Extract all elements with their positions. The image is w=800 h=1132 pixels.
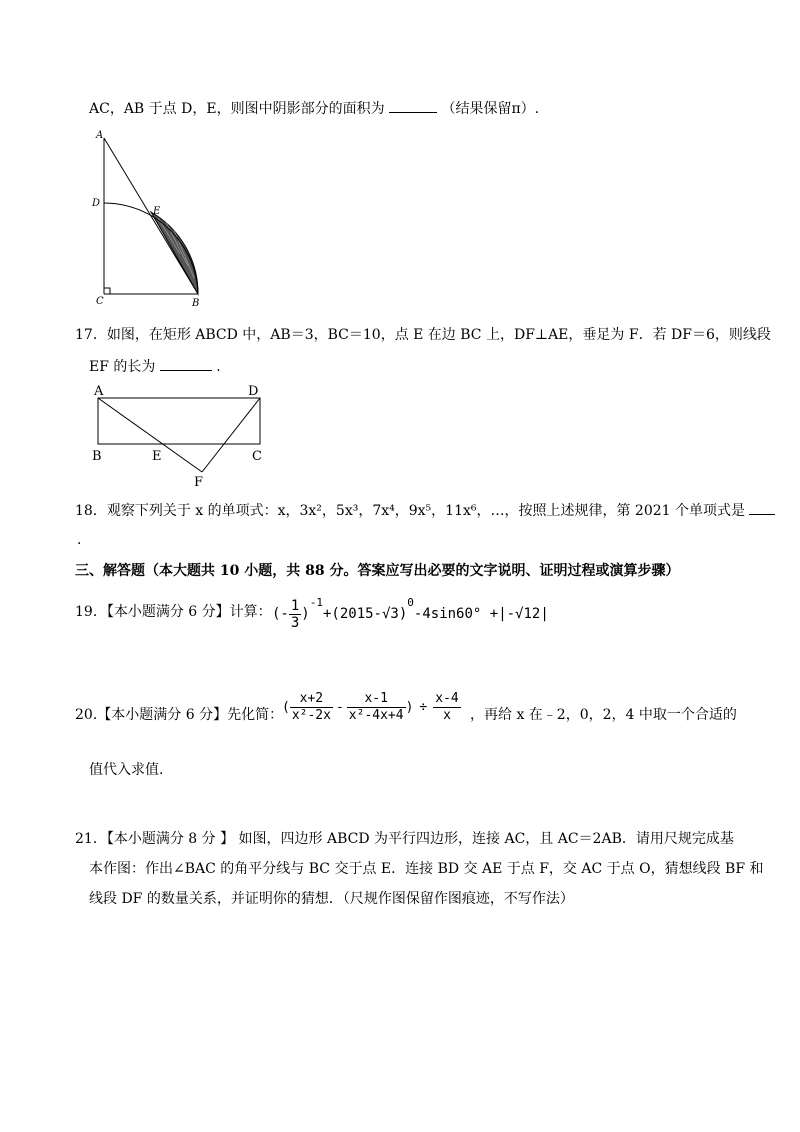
q18-body: 18．观察下列关于 x 的单项式：x，3x²，5x³，7x⁴，9x⁵，11x⁶，…，按照上述规律，第 2021 个单项式是: [75, 503, 746, 519]
q16-note: （结果保留π）.: [441, 101, 540, 117]
q20-divide: ÷: [419, 699, 428, 715]
q19-exp1: -1: [309, 596, 323, 609]
label-d: D: [92, 198, 101, 209]
q20-line2: 值代入求值.: [89, 762, 164, 778]
q20-f1-num: x+2: [290, 691, 333, 708]
q16-answer-blank[interactable]: [389, 98, 437, 113]
q20-paren-close: ): [405, 699, 414, 715]
q19-close: ): [301, 606, 310, 622]
label-d: D: [248, 384, 259, 399]
q20-minus: -: [335, 699, 344, 715]
label-a: A: [96, 130, 104, 141]
q20-after: ，再给 x 在﹣2，0，2，4 中取一个合适的: [470, 707, 737, 723]
q20-label: 20.【本小题满分 6 分】先化简：: [75, 707, 284, 723]
q17-end: .: [216, 359, 221, 375]
q21-line2: 本作图：作出∠BAC 的角平分线与 BC 交于点 E．连接 BD 交 AE 于点 F，交 AC 于点 O，猜想线段 BF 和: [89, 861, 764, 877]
q21-line3: 线段 DF 的数量关系，并证明你的猜想．（尺规作图保留作图痕迹，不写作法）: [89, 891, 574, 907]
q20-f3-num: x-4: [435, 690, 459, 706]
label-f: F: [194, 475, 204, 490]
q20-f3-den: x: [443, 707, 451, 723]
q20-frac3: [433, 691, 460, 724]
q19-expression: [272, 592, 549, 636]
label-a: A: [94, 384, 104, 399]
q20-frac1: [290, 691, 333, 724]
q20-f1-den: x²-2x: [291, 707, 331, 723]
q19-frac-den: 3: [290, 614, 300, 631]
label-c: C: [96, 296, 104, 307]
q21-line1: 21．【本小题满分 8 分 】 如图，四边形 ABCD 为平行四边形，连接 AC，且 AC＝2AB．请用尺规完成基: [75, 831, 734, 847]
q17-figure: [86, 382, 276, 492]
q17-text: EF 的长为: [89, 359, 156, 375]
q18-text: [75, 500, 775, 521]
q19-open: (-: [272, 606, 289, 622]
q16-figure: [88, 126, 218, 310]
q17-answer-blank[interactable]: [160, 356, 212, 371]
q16-tail: [89, 98, 539, 119]
q17-line1: 17．如图，在矩形 ABCD 中，AB＝3，BC＝10，点 E 在边 BC 上，DF⊥AE，垂足为 F．若 DF＝6，则线段: [75, 327, 771, 343]
q20-f2-den: x²-4x+4: [348, 707, 404, 723]
q20-paren-open: (: [282, 699, 290, 715]
label-b: B: [192, 298, 200, 309]
q19-exp2: 0: [407, 596, 414, 609]
q17-line2: [89, 356, 221, 377]
q19-fraction: [289, 598, 301, 631]
q19-frac-num: 1: [290, 597, 300, 614]
label-e: E: [153, 206, 161, 217]
q19-label: 19．【本小题满分 6 分】计算：: [75, 604, 272, 620]
q19-part2: +(2015-√3): [322, 606, 408, 622]
label-c: C: [252, 449, 262, 464]
q20-expression: [282, 682, 461, 732]
q20-f2-num: x-1: [347, 691, 406, 708]
q19-part3: -4sin60° +|-√12|: [413, 606, 549, 622]
q16-text: AC，AB 于点 D，E，则图中阴影部分的面积为: [89, 101, 385, 117]
section-3-title: 三、解答题（本大题共 10 小题，共 88 分。答案应写出必要的文字说明、证明过程或演算步骤）: [75, 563, 680, 579]
q18-answer-blank[interactable]: [749, 500, 775, 515]
label-e: E: [152, 449, 162, 464]
label-b: B: [92, 449, 102, 464]
q20-frac2: [347, 691, 406, 724]
q18-tail: .: [77, 532, 82, 548]
